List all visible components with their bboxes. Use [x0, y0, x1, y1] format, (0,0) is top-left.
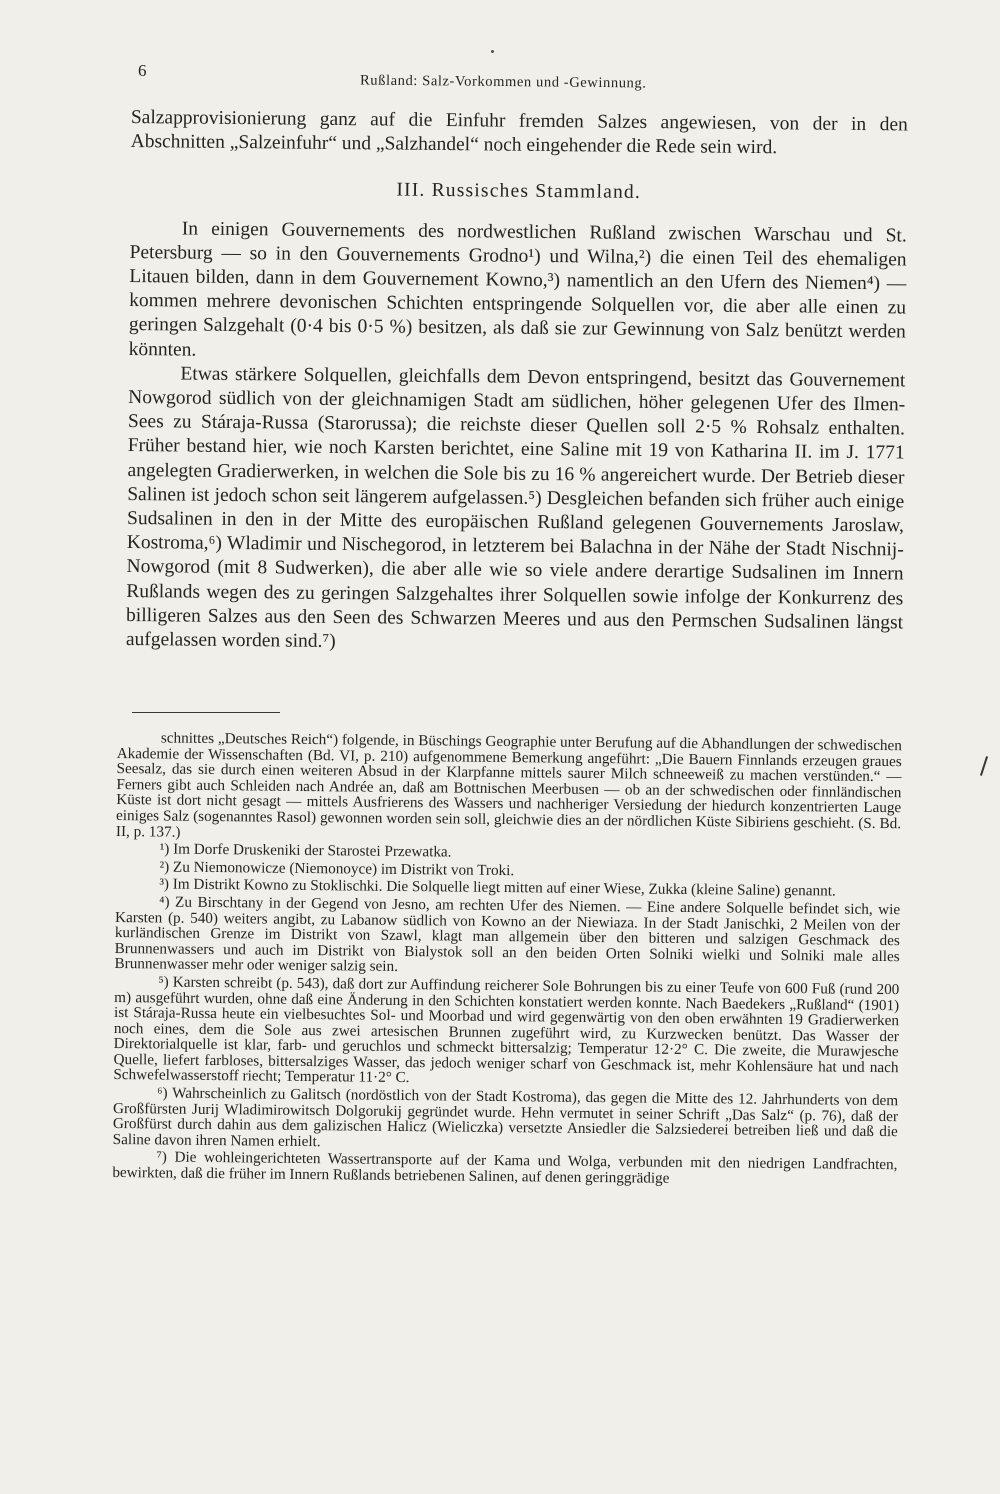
- footnote-1: ¹) Im Dorfe Druskeniki der Starostei Przewatka.: [159, 840, 452, 861]
- section-heading: III. Russisches Stammland.: [396, 179, 642, 204]
- footnote-6: ⁶) Wahrscheinlich zu Galitsch (nordöstlich von der Stadt Kostroma), das gegen die Mitte des 12. Jahrhunderts von dem Großfürsten Jurij Wladimirowitsch Dolgorukij gegründet wurde. Hehn vermutet in seiner Schrift „Das Salz“ (p. 76), daß der Großfürst durch dahin aus dem galizischen Halicz (Wieliczka) versetzte Ansiedler die Salzsiederei betreiben ließ und daß die Saline davon ihren Namen erhielt.: [112, 1084, 899, 1150]
- footnotes: [112, 730, 902, 1191]
- main-text: [126, 106, 908, 660]
- page-number: 6: [138, 61, 147, 80]
- footnote-3: ³) Im Distrikt Kowno zu Stoklischki. Die Solquelle liegt mitten auf einer Wiese, Zukka (kleine Saline) genannt.: [159, 875, 836, 900]
- footnote-separator: [132, 712, 280, 713]
- footnote-continuation: schnittes „Deutsches Reich“) folgende, in Büschings Geographie unter Berufung auf die Abhandlungen der schwedischen Akademie der Wissenschaften (Bd. VI, p. 210) aufgenommene Bemerkung angeführt: „Die Bauern Finnlands erzeugen graues Seesalz, das sie durch einen weiteren Absud in der Klarpfanne mittels saurer Milch schneeweiß zu machen verstünden.“ — Ferners gibt auch Schleiden nach Andrée an, daß am Bottnischen Meerbusen — ob an der schwedischen oder finnländischen Küste ist dort nicht gesagt — mittels Ausfrierens des Wassers und nachheriger Versiedung der hiedurch konzentrierten Lauge einiges Salz (sogenanntes Rasol) gewonnen worden sein soll, gleichwie dies an der nördlichen Küste Sibiriens geschieht. (S. Bd. II, p. 137.): [115, 729, 902, 841]
- margin-mark: [980, 756, 988, 776]
- print-speck: [491, 50, 494, 53]
- footnote-7: ⁷) Die wohleingerichteten Wassertransporte auf der Kama und Wolga, verbunden mit den niedrigen Landfrachten, bewirkten, daß die früher im Innern Rußlands betriebenen Salinen, auf denen geringgrädige: [112, 1148, 898, 1187]
- body-paragraph-2: Etwas stärkere Solquellen, gleichfalls dem Devon entspringend, besitzt das Gouvernement Nowgorod südlich von der gleichnamigen Stadt am südlichen, höher gelegenen Ufer des Ilmen-Sees zu Stáraja-Russa (Starorussa); die reichste dieser Quellen soll 2·5 % Rohsalz enthalten. Früher bestand hier, wie noch Karsten berichtet, eine Saline mit 19 von Katharina II. im J. 1771 angelegten Gradierwerken, in welchen die Sole bis zu 16 % angereichert wurde. Der Betrieb dieser Salinen ist jedoch schon seit längerem aufgelassen.⁵) Desgleichen befanden sich früher auch einige Sudsalinen in den in der Mitte des europäischen Rußland gelegenen Gouvernements Jaroslaw, Kostroma,⁶) Wladimir und Nischegorod, in letzterem bei Balachna in der Nähe der Stadt Nischnij-Nowgorod (mit 8 Sudwerken), die aber alle wie so viele andere derartige Sudsalinen im Innern Rußlands wegen des zu geringen Salzgehaltes ihrer Solquellen sowie infolge der Konkurrenz des billigeren Salzes aus den Seen des Schwarzen Meeres und aus den Permschen Sudsalinen längst aufgelassen worden sind.⁷): [125, 363, 906, 653]
- body-paragraph-1: In einigen Gouvernements des nordwestlichen Rußland zwischen Warschau und St. Petersburg — so in den Gouvernements Grodno¹) und Wilna,²) die einen Teil des ehemaligen Litauen bilden, dann in dem Gouvernement Kowno,³) namentlich an den Ufern des Niemen⁴) — kommen mehrere devonischen Schichten entspringende Solquellen vor, die aber alle einen zu geringen Salzgehalt (0·4 bis 0·5 %) besitzen, als daß sie zur Gewinnung von Salz benützt werden könnten.: [128, 218, 907, 361]
- footnote-5: ⁵) Karsten schreibt (p. 543), daß dort zur Auffindung reicherer Sole Bohrungen bis zu einer Teufe von 600 Fuß (rund 200 m) ausgeführt wurden, ohne daß eine Änderung in den Schichten konstatiert werden konnte. Nach Baedekers „Rußland“ (1901) ist Stáraja-Russa heute ein vielbesuchtes Sol- und Moorbad und wird gegenwärtig von den oben erwähnten 19 Gradierwerken noch eines, dem die Sole aus zwei artesischen Brunnen zugeführt wird, zu Kurzwecken benützt. Das Wasser der Direktorialquelle ist klar, farb- und geruchlos und schmeckt bittersalzig; Temperatur 12·2° C. Die zweite, die Murawjesche Quelle, liefert farbloses, bittersalziges Wasser, das jedoch weniger scharf von Geschmack ist, mehr Kohlensäure hat und nach Schwefelwasserstoff riecht; Temperatur 11·2° C.: [113, 973, 900, 1087]
- footnote-4: ⁴) Zu Birschtany in der Gegend von Jesno, am rechten Ufer des Niemen. — Eine andere Solquelle befindet sich, wie Karsten (p. 540) weiters angibt, zu Labanow südlich von Kowno an der Niewiaza. In der Stadt Janischki, 2 Meilen von der kurländischen Grenze im Distrikt von Szawl, klagt man allgemein über den bitteren und salzigen Geschmack des Brunnenwassers und auch im Distrikt von Bialystok soll an den beiden Orten Solniki wielki und Solniki male alles Brunnenwasser mehr oder weniger salzig sein.: [114, 893, 901, 976]
- footnote-2: ²) Zu Niemonowicze (Niemonoyce) im Distrikt von Troki.: [159, 858, 515, 879]
- running-head: Rußland: Salz-Vorkommen und -Gewinnung.: [359, 72, 647, 92]
- intro-paragraph: Salzapprovisionierung ganz auf die Einfuhr fremden Salzes angewiesen, von der in den Abschnitten „Salzeinfuhr“ und „Salzhandel“ noch eingehender die Rede sein wird.: [130, 106, 908, 159]
